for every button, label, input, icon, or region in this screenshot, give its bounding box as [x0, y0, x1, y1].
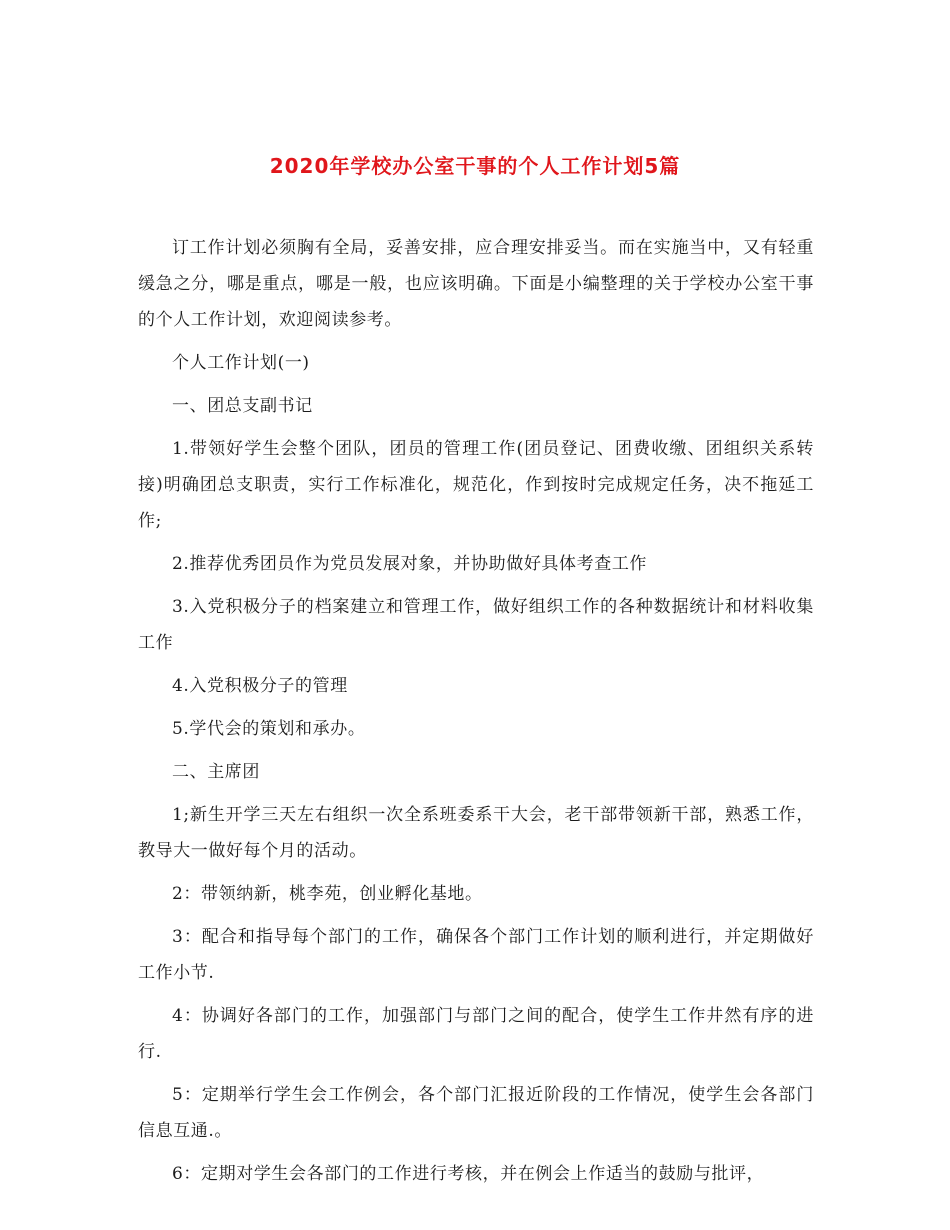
- list-item: 4.入党积极分子的管理: [172, 676, 348, 696]
- list-item: 2.推荐优秀团员作为党员发展对象，并协助做好具体考查工作: [172, 554, 648, 574]
- paragraph-intro: 订工作计划必须胸有全局，妥善安排，应合理安排妥当。而在实施当中，又有轻重缓急之分，哪是重点，哪是一般，也应该明确。下面是小编整理的关于学校办公室干事的个人工作计划，欢迎阅读参考。: [138, 238, 814, 330]
- list-item: 6：定期对学生会各部门的工作进行考核，并在例会上作适当的鼓励与批评，: [172, 1164, 765, 1184]
- subsection-heading-league-deputy-secretary: 一、团总支副书记: [172, 396, 313, 416]
- list-item: 5.学代会的策划和承办。: [172, 719, 366, 739]
- subsection-heading-presidium: 二、主席团: [172, 762, 260, 782]
- list-item: 4：协调好各部门的工作，加强部门与部门之间的配合，使学生工作井然有序的进行.: [138, 1006, 814, 1062]
- list-item: 3.入党积极分子的档案建立和管理工作，做好组织工作的各种数据统计和材料收集工作: [138, 597, 814, 653]
- list-item: 1;新生开学三天左右组织一次全系班委系干大会，老干部带领新干部，熟悉工作，教导大一做好每个月的活动。: [138, 805, 814, 861]
- section-heading-plan-one: 个人工作计划(一): [172, 353, 310, 373]
- document-body: [138, 230, 814, 1199]
- document-title: 2020年学校办公室干事的个人工作计划5篇: [269, 154, 681, 178]
- list-item: 5：定期举行学生会工作例会，各个部门汇报近阶段的工作情况，使学生会各部门信息互通.。: [138, 1085, 814, 1141]
- list-item: 1.带领好学生会整个团队，团员的管理工作(团员登记、团费收缴、团组织关系转接)明确团总支职责，实行工作标准化，规范化，作到按时完成规定任务，决不拖延工作;: [138, 439, 814, 531]
- list-item: 2：带领纳新，桃李苑，创业孵化基地。: [172, 884, 483, 904]
- list-item: 3：配合和指导每个部门的工作，确保各个部门工作计划的顺利进行，并定期做好工作小节.: [138, 927, 814, 983]
